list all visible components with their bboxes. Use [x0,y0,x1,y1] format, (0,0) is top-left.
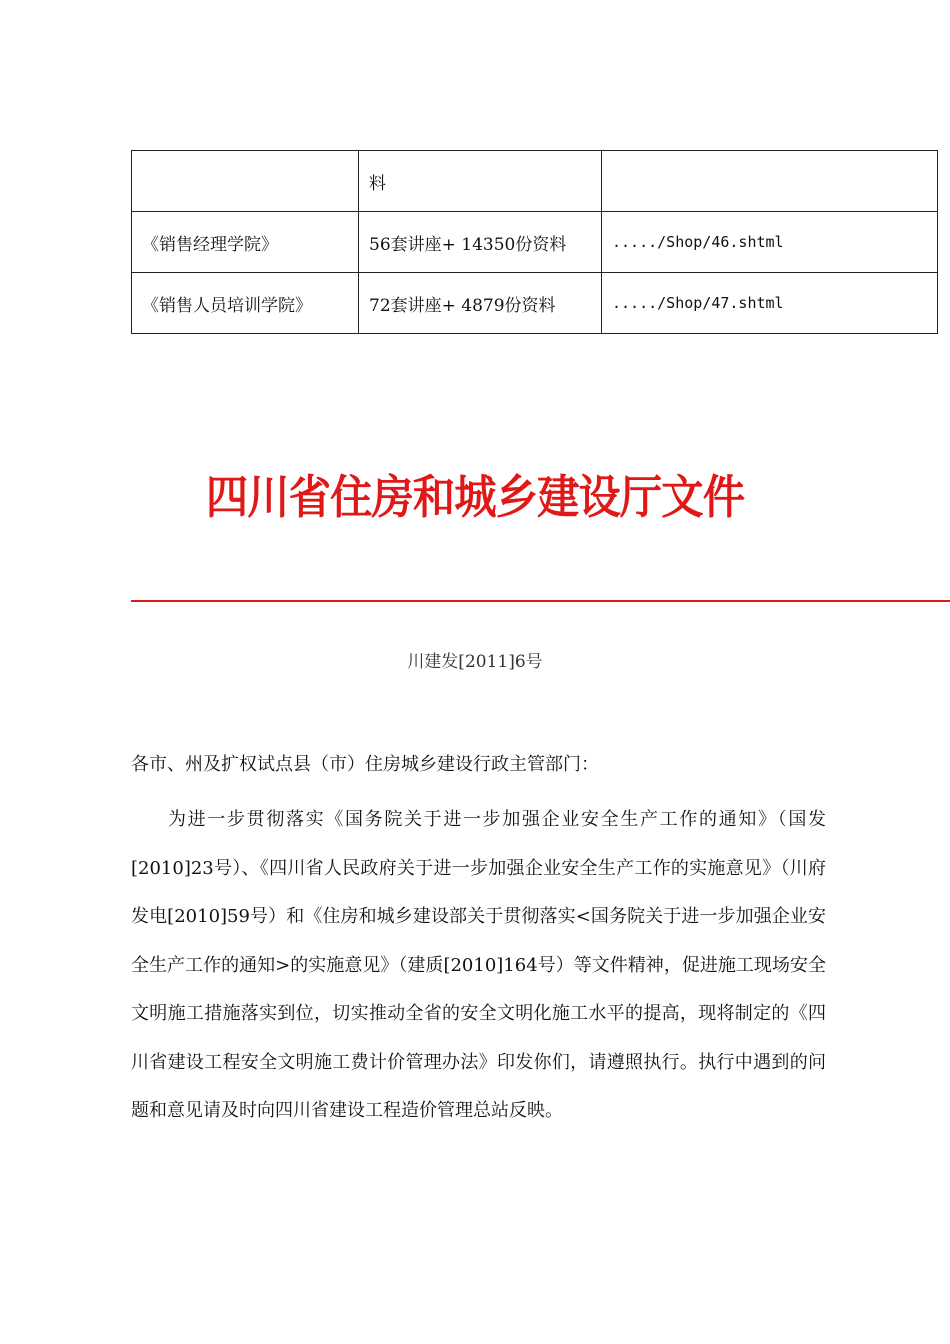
addressee: 各市、州及扩权试点县（市）住房城乡建设行政主管部门： [131,754,599,775]
table-row [132,151,938,212]
table-cell-content: 料 [359,151,602,212]
table-cell-content: 56套讲座+ 14350份资料 [359,212,602,273]
red-divider [131,600,950,602]
table-cell-content: 72套讲座+ 4879份资料 [359,273,602,334]
table-row [132,212,938,273]
document-header-title: 四川省住房和城乡建设厅文件 [205,470,745,524]
table-cell-name: 《销售经理学院》 [132,212,359,273]
table-cell-link[interactable]: ...../Shop/47.shtml [602,273,938,334]
document-number: 川建发[2011]6号 [407,652,543,672]
table-cell-name: 《销售人员培训学院》 [132,273,359,334]
table-row [132,273,938,334]
body-paragraph: 为进一步贯彻落实《国务院关于进一步加强企业安全生产工作的通知》（国发[2010]23号）、《四川省人民政府关于进一步加强企业安全生产工作的实施意见》（川府发电[2010]59号）和《住房和城乡建设部关于贯彻落实<国务院关于进一步加强企业安全生产工作的通知>的实施意见》（建质[2010]164号）等文件精神，促进施工现场安全文明施工措施落实到位，切实推动全省的安全文明化施工水平的提高，现将制定的《四川省建设工程安全文明施工费计价管理办法》印发你们，请遵照执行。执行中遇到的问题和意见请及时向四川省建设工程造价管理总站反映。 [131,809,826,1121]
table-cell-name [132,151,359,212]
catalog-table [131,150,938,334]
table-cell-link [602,151,938,212]
table-cell-link[interactable]: ...../Shop/46.shtml [602,212,938,273]
